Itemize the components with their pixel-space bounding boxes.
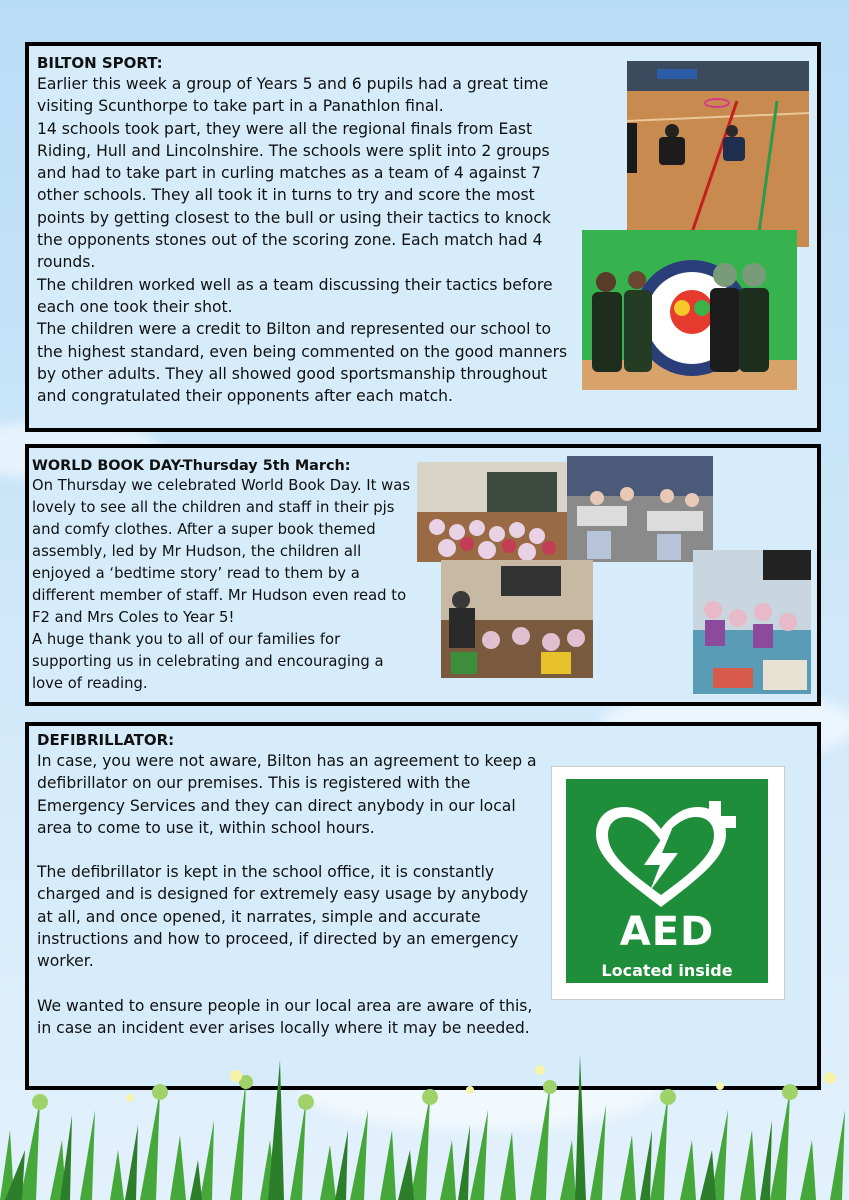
bookday-panel	[25, 444, 821, 706]
sport-paragraph: Earlier this week a group of Years 5 and 6 pupils had a great time visiting Scunthorpe to take part in a Panathlon final.	[37, 75, 549, 116]
sport-paragraph: 14 schools took part, they were all the regional finals from East Riding, Hull and Lincolnshire. The schools were split into 2 groups and had to take part in curling matches as a team of 4 against 7 other schools. They all took it in turns to try and score the most points by getting closest to the bull or using their tactics to knock the opponents stones out of the scoring zone. Each match had 4 rounds.	[37, 119, 551, 272]
sport-body	[37, 73, 577, 407]
aed-sign	[551, 766, 785, 1000]
story-time-photo	[441, 560, 593, 678]
curling-photo	[627, 61, 809, 247]
reading-corner-photo	[693, 550, 811, 694]
sport-paragraph: The children were a credit to Bilton and represented our school to the highest standard, even being commented on the good manners by other adults. They all showed good sportsmanship throughout and congratulated their opponents after each match.	[37, 320, 568, 406]
bookday-body	[32, 475, 412, 695]
sport-panel	[25, 42, 821, 432]
sport-paragraph: The children worked well as a team discussing their tactics before each one took their shot.	[37, 275, 553, 316]
bookday-paragraph: A huge thank you to all of our families for supporting us in celebrating and encouraging a love of reading.	[32, 631, 384, 692]
defib-paragraph: The defibrillator is kept in the school office, it is constantly charged and is designed for extremely easy usage by anybody at all, and once opened, it narrates, simple and accurate instructions and how to proceed, if directed by an emergency worker.	[37, 863, 529, 971]
defib-heading: DEFIBRILLATOR:	[37, 731, 175, 749]
defib-panel	[25, 722, 821, 1090]
bookday-paragraph: On Thursday we celebrated World Book Day. It was lovely to see all the children and staff in their pjs and comfy clothes. After a super book themed assembly, led by Mr Hudson, the children all enjoyed a ‘bedtime story’ read to them by a different member of staff. Mr Hudson even read to F2 and Mrs Coles to Year 5!	[32, 477, 411, 626]
team-photo	[582, 230, 797, 390]
aed-title: AED	[619, 909, 715, 955]
defib-paragraph: We wanted to ensure people in our local area are aware of this, in case an incident ever arises locally where it may be needed.	[37, 996, 533, 1037]
assembly-photo	[417, 462, 569, 562]
heart-lightning-plus-icon	[566, 779, 768, 909]
defib-paragraph: In case, you were not aware, Bilton has an agreement to keep a defibrillator on our premises. This is registered with the Emergency Services and they can direct anybody in our local area to come to use it, within school hours.	[37, 752, 537, 837]
bookday-heading: WORLD BOOK DAY-Thursday 5th March:	[32, 458, 351, 474]
aed-subtitle: Located inside	[601, 961, 733, 980]
defib-body	[37, 750, 537, 1039]
aed-sign-panel	[566, 779, 768, 983]
sport-heading: BILTON SPORT:	[37, 54, 163, 72]
grass-footer	[0, 1040, 849, 1200]
classroom-photo	[567, 456, 713, 562]
